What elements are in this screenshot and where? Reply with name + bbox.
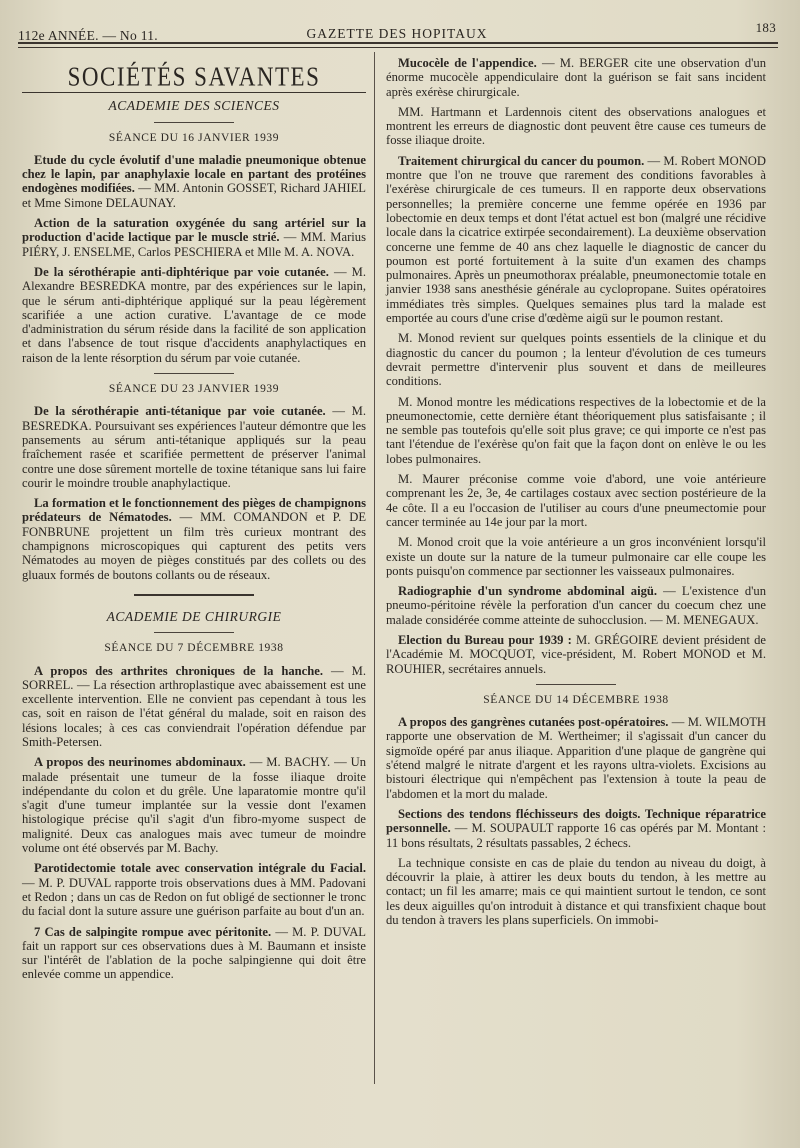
article-text: — L'existence d'un pneumo-péritoine révèle la perforation d'un cancer du coecum chez une malade considérée comme atteinte de suhocclusion. — M. MENEGAUX. [386,584,766,627]
article-text: — M. BERGER cite une observation d'un énorme mucocèle appendiculaire dont la guérison se fait sans incident après exérèse chirurgicale. [386,56,767,99]
article [22,404,366,490]
article-title: A propos des gangrènes cutanées post-opératoires. [398,715,669,730]
article-title: De la sérothérapie anti-tétanique par voie cutanée. [34,404,326,419]
article [386,633,766,676]
article-text: — MM. Marius PIÉRY, J. ENSELME, Carlos PESCHIERA et Mlle M. A. NOVA. [22,230,366,259]
article [386,56,766,99]
article-text: — M. SOUPAULT rapporte 16 cas opérés par M. Montant : 11 bons résultats, 2 résultats passables, 2 échecs. [386,821,766,850]
left-column [22,56,366,988]
article [22,755,366,855]
paragraph: M. Maurer préconise comme voie d'abord, une voie antérieure comprenant les 2e, 3e, 4e cartilages costaux avec section postérieure de la 4e côte. Il a eu l'occasion de l'utiliser au cours d'une pneumectomie pour cancer terminée au 14e jour par la mort. [386,472,766,529]
article [22,664,366,750]
article-title: Traitement chirurgical du cancer du poumon. [398,153,645,168]
article-title: A propos des arthrites chroniques de la hanche. [34,663,324,678]
session-date: SÉANCE DU 23 JANVIER 1939 [108,383,280,396]
paragraph: M. Monod croit que la voie antérieure a un gros inconvénient lorsqu'il existe un doute sur la nature de la tumeur pulmonaire car elle coupe les ponts puisqu'on commence par sectionner les vaisseaux pulmonaires. [386,535,766,578]
session-date: SÉANCE DU 7 DÉCEMBRE 1938 [104,642,284,655]
column-divider [374,52,375,1084]
article-text: — M. BACHY. — Un malade présentait une tumeur de la fosse iliaque droite indépendante du colon et du grêle. Une laparatomie montre qu'il s'agit d'une tumeur implantée sur la vessie dont l'examen histologique précise qu'il s'agit d'un fibro-myome suspect de malignité. Deux cas analogues mais avec tumeur de moindre volume ont été observés par M. Bachy. [22,755,366,856]
article-title: A propos des neurinomes abdominaux. [34,755,246,770]
article-text: — M. P. DUVAL rapporte trois observations dues à MM. Padovani et Redon ; dans un cas de Redon on fut obligé de sectionner le tronc du facial dont la suture assure une guérison parfaite au bout d'un an. [22,875,366,919]
article-text: — MM. Antonin GOSSET, Richard JAHIEL et Mme Simone DELAUNAY. [22,181,366,210]
article [386,715,766,801]
article [386,154,766,326]
session-date: SÉANCE DU 14 DÉCEMBRE 1938 [483,693,669,706]
divider [154,373,234,374]
article-text: — MM. COMANDON et P. DE FONBRUNE projettent un film très curieux montrant des champignons microscopiques qui capturent des petits vers Nématodes au moyen de pièges constitués par des collets ou des gluaux formés de boutons collants ou de réseaux. [22,510,367,582]
divider [154,632,234,633]
session-date: SÉANCE DU 16 JANVIER 1939 [108,131,280,144]
page-header [18,20,776,42]
article [22,153,366,210]
journal-title: GAZETTE DES HOPITAUX [306,26,488,41]
title-rule [22,92,366,93]
article [386,807,766,850]
article-text: — M. WILMOTH rapporte une observation de M. Wertheimer; il s'agissait d'un cancer du sigmoïde opéré par anus iliaque. Apparition d'une plaque de gangrène qui s'étend malgré le nitrate d'argent et les rayons ultra-violets. Excisions au bistouri électrique qui n'empêchent pas l'extension à toute la peau de l'abdomen et la mort du malade. [386,715,766,801]
article-title: 7 Cas de salpingite rompue avec péritonite. [34,924,272,939]
page-number: 183 [755,20,776,35]
article-title: Election du Bureau pour 1939 : [398,632,572,647]
header-rule [18,42,778,48]
article [22,861,366,918]
paragraph: MM. Hartmann et Lardennois citent des observations analogues et montrent les erreurs de diagnostic dont peuvent être cause ces tumeurs de fosse iliaque droite. [386,104,766,148]
right-column [386,56,766,933]
article-text: — M. Alexandre BESREDKA montre, par des expériences sur le lapin, que le sérum anti-diphtérique appliqué sur la peau légèrement scarifiée a une action curative. L'avantage de ce mode d'administration du sérum réside dans la facilité de son application et dans l'absence de tout risque d'accidents anaphylactiques en raison de la lente résorption du sérum par voie cutanée. [22,264,366,365]
section-divider [134,594,254,596]
article [22,925,366,982]
paragraph: M. Monod revient sur quelques points essentiels de la clinique et du diagnostic du cancer du poumon ; la lenteur d'évolution de ces tumeurs devrait permettre d'intervenir plus souvent et dans de meilleures conditions. [386,331,766,389]
article [22,216,366,259]
article-title: Action de la saturation oxygénée du sang artériel sur la production d'acide lactique par le muscle strié. [22,216,366,245]
paragraph: La technique consiste en cas de plaie du tendon au niveau du doigt, à découvrir la plaie, à attirer les deux bouts du tendon, à les mettre au contact; un fil les amarre; mais ce qui maintient surtout le tendon, ce sont les deux aiguilles qu'on introduit à distance et qui transfixient chaque bout du tendon à travers les plans superficiels. On immobi- [386,855,766,928]
article-title: Sections des tendons fléchisseurs des doigts. Technique réparatrice personnelle. [386,806,766,836]
article-text: — M. Robert MONOD montre que l'on ne trouve que rarement des conditions favorables à l'exérèse chirurgicale de ces tumeurs. Il en rapporte deux observations personnelles; la première concerne une femme opérée en 1936 par lobectomie en deux temps et dont l'état actuel est bon (malgré une récidive locale dans la cicatrice extirpée secondairement). La deuxième observation concerne une femme de 40 ans chez laquelle le diagnostic de cancer du poumon est porté fortuitement à la suite d'un examen des champs pulmonaires. Après un pneumothorax préalable, pneumonectomie totale en janvier 1938 sans anesthésie générale au cyclopropane. Suites opératoires immédiates très simples. Quelques semaines plus tard la malade est emportée au cours d'une crise d'œdème aigü sur le poumon restant. [386,153,766,326]
issue-number: 112e ANNÉE. — No 11. [18,28,158,43]
section-title: SOCIÉTÉS SAVANTES [67,61,321,92]
article-text: — M. P. DUVAL fait un rapport sur ces observations dues à M. Baumann et insiste sur l'intérêt de l'ablation de la poche salpingienne qui doit être enlevée comme un appendice. [22,924,366,982]
article [22,265,366,365]
article-text: M. GRÉGOIRE devient président de l'Académie M. MOCQUOT, vice-président, M. Robert MONOD et M. ROUHIER, secrétaires annuels. [386,632,766,676]
academy-heading: ACADEMIE DES SCIENCES [108,98,280,114]
divider [536,684,616,685]
article-text: — M. BESREDKA. Poursuivant ses expériences l'auteur démontre que les pansements au sérum anti-tétanique appliqués sur la peau fraîchement rasée et scarifiée permettent de préserver l'animal contre une dose sûrement mortelle de toxine tétanique sans lui faire courir le moindre trouble anaphylactique. [22,404,366,490]
article-title: Radiographie d'un syndrome abdominal aigü. [398,584,658,599]
academy-heading: ACADEMIE DE CHIRURGIE [106,608,282,624]
article [386,584,766,627]
article-text: — M. SORREL. — La résection arthroplastique avec abaissement est une excellente intervention. Elle ne convient pas cependant à tous les cas, soit en raison de l'état général du malade, soit en raison des lésions locales; à ces cas conviendrait l'opération défendue par Smith-Petersen. [22,663,366,749]
article [22,496,366,582]
article-title: Etude du cycle évolutif d'une maladie pneumonique obtenue chez le lapin, par anaphylaxie locale en partant des protéines endogènes modifiées. [22,152,366,196]
article-title: La formation et le fonctionnement des pièges de champignons prédateurs de Nématodes. [22,496,366,525]
paragraph: M. Monod montre les médications respectives de la lobectomie et de la pneumonectomie, cette dernière étant théoriquement plus satisfaisante ; il ne semble pas toutefois qu'elle soit plus grave; ce qui importe ce n'est pas tant l'étendue de l'exérèse qu'on fait que la façon dont on enlève le ou les lobes pulmonaires. [386,394,766,466]
article-title: Parotidectomie totale avec conservation intégrale du Facial. [34,861,366,876]
divider [154,122,234,123]
article-title: Mucocèle de l'appendice. [398,56,537,70]
article-title: De la sérothérapie anti-diphtérique par voie cutanée. [34,264,329,279]
